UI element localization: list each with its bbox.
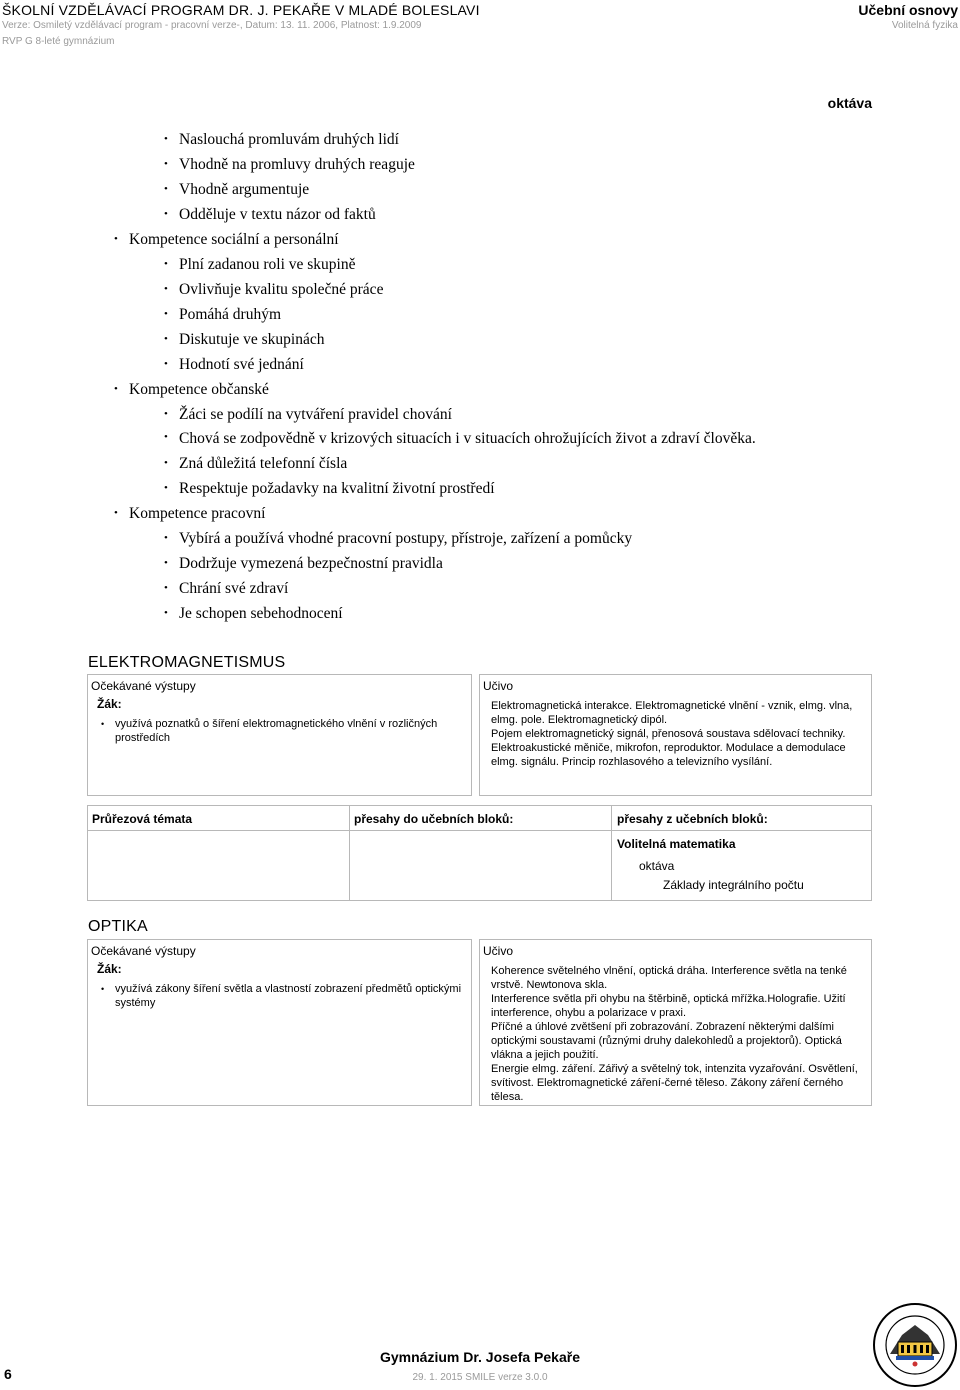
list-item: • Diskutuje ve skupinách [112,327,792,352]
content-paragraph: Interference světla při ohybu na štěrbině, optická mřížka.Holografie. Užití interference, ohybu a polarizace v praxi. [491,993,846,1019]
list-item: • Vhodně argumentuje [112,177,792,202]
section-heading: Učební osnovy [858,2,958,18]
list-item: • Vybírá a používá vhodné pracovní postupy, přístroje, zařízení a pomůcky [112,526,792,551]
student-label: Žák: [97,697,122,711]
outcomes-box [87,674,472,796]
content-paragraph: Pojem elektromagnetický signál, přenosová soustava sdělovací techniky. Elektroakustické měniče, mikrofon, reproduktor. Modulace a demodulace elmg. signálu. Princip rozhlasového a televizního vysílání. [491,728,846,768]
list-item: • Respektuje požadavky na kvalitní životní prostředí [112,476,792,501]
list-item: • Plní zadanou roli ve skupině [112,252,792,277]
overlap-grade: oktáva [639,859,675,873]
competence-heading: • Kompetence občanské [112,377,792,402]
overlap-topic: Základy integrálního počtu [663,878,804,892]
list-item: • Je schopen sebehodnocení [112,601,792,626]
list-item: • Naslouchá promluvám druhých lidí [112,127,792,152]
list-item: • Chová se zodpovědně v krizových situacích i v situacích ohrožujících život a zdraví člověka. [112,427,792,451]
section-title-electromagnetism: ELEKTROMAGNETISMUS [88,654,286,671]
content-paragraph: Příčné a úhlové zvětšení při zobrazování. Zobrazení některými dalšími optickými soustavami (různými druhy dalekohledů a projektorů). Optická vlákna a jejich použití. [491,1021,842,1061]
overlaps-from-header: přesahy z učebních bloků: [617,812,768,826]
school-name: Gymnázium Dr. Josefa Pekaře [380,1349,580,1365]
competence-heading: • Kompetence pracovní [112,501,792,526]
version-line: Verze: Osmiletý vzdělávací program - pracovní verze-, Datum: 13. 11. 2006, Platnost: 1.9.2009 [2,20,422,31]
outcomes-label: Očekávané výstupy [91,944,196,958]
list-item: • Ovlivňuje kvalitu společné práce [112,277,792,302]
content-text [480,958,871,1104]
section-title-optics: OPTIKA [88,918,148,935]
list-item: • Odděluje v textu názor od faktů [112,202,792,227]
content-paragraph: Koherence světelného vlnění, optická dráha. Interference světla na tenké vrstvě. Newtonova skla. [491,965,847,991]
list-item: • Hodnotí své jednání [112,352,792,377]
outcomes-label: Očekávané výstupy [91,679,196,693]
cross-topics-header: Průřezová témata [92,812,193,826]
overlap-subject: Volitelná matematika [617,837,736,851]
footer-date: 29. 1. 2015 SMILE verze 3.0.0 [412,1372,548,1383]
list-item: • Žáci se podílí na vytváření pravidel chování [112,402,792,427]
grade-label: oktáva [827,95,872,111]
content-label: Učivo [483,944,514,958]
content-box [479,939,872,1106]
rvp-line: RVP G 8-leté gymnázium [2,36,115,47]
competence-heading: • Kompetence sociální a personální [112,227,792,252]
school-logo-icon [872,1302,958,1388]
list-item: • Zná důležitá telefonní čísla [112,451,792,476]
list-item: • Pomáhá druhým [112,302,792,327]
subject-name: Volitelná fyzika [891,20,958,31]
list-item: • Dodržuje vymezená bezpečnostní pravidla [112,551,792,576]
content-label: Učivo [483,679,514,693]
document-title: ŠKOLNÍ VZDĚLÁVACÍ PROGRAM DR. J. PEKAŘE V MLADÉ BOLESLAVI [2,2,480,18]
content-text [480,693,871,769]
student-label: Žák: [97,962,122,976]
outcome-item: • využívá poznatků o šíření elektromagnetického vlnění v rozličných prostředích [88,711,471,745]
content-box [479,674,872,796]
list-item: • Vhodně na promluvy druhých reaguje [112,152,792,177]
outcomes-box [87,939,472,1106]
cross-curricular-table [87,805,872,901]
content-paragraph: Elektromagnetická interakce. Elektromagnetické vlnění - vznik, elmg. vlna, elmg. pole. Elektromagnetický dipól. [491,700,853,726]
page-number: 6 [4,1366,12,1382]
competence-list [112,127,792,626]
outcome-item: • využívá zákony šíření světla a vlastností zobrazení předmětů optickými systémy [88,976,471,1010]
content-paragraph: Energie elmg. záření. Zářivý a světelný tok, intenzita vyzařování. Osvětlení, svítivost. Elektromagnetické záření-černé těleso. Zákony záření černého tělesa. [491,1063,858,1103]
overlaps-to-header: přesahy do učebních bloků: [354,812,514,826]
list-item: • Chrání své zdraví [112,576,792,601]
